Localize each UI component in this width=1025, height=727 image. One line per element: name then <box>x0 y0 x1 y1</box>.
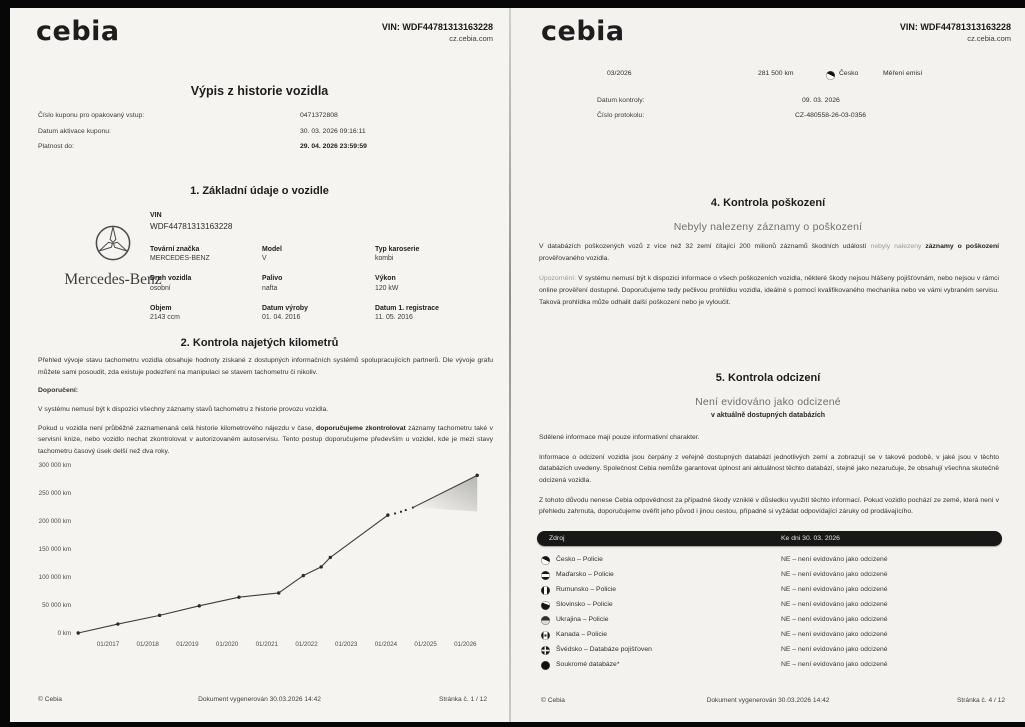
damage-summary-paragraph: V databázích poškozených vozů z více než 32 zemí čítající 200 milionů záznamů škodních událostí nebyly nalezeny záznamy o poškození prověřovaného vozidla. <box>539 243 999 262</box>
theft-source-name: Ukrajina – Policie <box>556 616 609 623</box>
section1-heading: 1. Základní údaje o vozidle <box>190 185 329 197</box>
field-power: Výkon 120 kW <box>375 275 399 292</box>
theft-source-name: Česko – Policie <box>556 556 603 563</box>
footer-generated: Dokument vygenerován 30.03.2026 14:42 <box>706 697 830 704</box>
x-axis-tick: 01/2025 <box>414 641 437 648</box>
section5-text <box>539 432 999 518</box>
odometer-data-point <box>394 512 396 514</box>
inspection-date-label: Datum kontroly: <box>597 97 645 104</box>
chart-line-segment <box>239 593 279 597</box>
theft-table-body <box>511 555 1025 680</box>
romania-flag-icon <box>541 586 550 595</box>
theft-source-row <box>511 600 1025 615</box>
theft-source-status: NE – není evidováno jako odcizené <box>781 556 888 563</box>
x-axis-tick: 01/2018 <box>136 641 159 648</box>
y-axis-tick: 0 km <box>57 630 71 637</box>
liability-paragraph: Z tohoto důvodu nenese Cebia odpovědnost za případné škody vzniklé v důsledku využití těchto informací. Pokud vozidlo pochází ze země, která není v přehledu zahrnuta, doporučujeme ověřit jeho původ i jinou cestou, případně si vyžádat odpovídající záruky od prodávajícího. <box>539 496 999 516</box>
theft-source-status: NE – není evidováno jako odcizené <box>781 586 888 593</box>
theft-source-row <box>511 570 1025 585</box>
field-fuel: Palivo nafta <box>262 275 283 292</box>
damage-warning-paragraph: Upozornění: V systému nemusí být k dispozici informace o všech poškozeních vozidla, některé škody nejsou hlášeny pojišťovnám, nebo nejsou v rámci online prověření dostupné. Doporučujeme tedy pečlivou prohlídku vozidla, ideálně s pomocí kvalifikovaného mechanika nebo ve vámi vybraném servisu. Taková prohlídka může odhalit další poškození nebo je vyloučit. <box>539 275 999 306</box>
theft-source-row <box>511 630 1025 645</box>
theft-source-row <box>511 645 1025 660</box>
field-category: Druh vozidla osobní <box>150 275 192 292</box>
footer-generated: Dokument vygenerován 30.03.2026 14:42 <box>198 696 321 703</box>
record-period: 03/2026 <box>607 70 632 77</box>
odometer-data-point <box>476 474 479 477</box>
cebia-site-link: cz.cebia.com <box>967 34 1011 44</box>
field-model: Model V <box>262 246 282 263</box>
section5-heading: 5. Kontrola odcizení <box>715 372 821 384</box>
header-vin-block <box>900 21 1011 45</box>
field-body: Typ karoserie kombi <box>375 246 420 263</box>
x-axis-tick: 01/2021 <box>255 641 278 648</box>
cebia-logo: cebia <box>36 16 120 47</box>
coupon-row <box>10 143 509 158</box>
coupon-number-value: 0471372808 <box>300 112 338 119</box>
odometer-data-point <box>386 513 389 516</box>
vin-label: VIN <box>150 212 162 219</box>
field-production-date: Datum výroby 01. 04. 2016 <box>262 304 308 322</box>
cebia-site-link: cz.cebia.com <box>449 34 493 44</box>
section4-heading: 4. Kontrola poškození <box>710 197 826 209</box>
chart-line-segment <box>160 606 200 616</box>
section2-heading: 2. Kontrola najetých kilometrů <box>180 337 339 349</box>
protocol-number-label: Číslo protokolu: <box>597 112 645 119</box>
chart-line-segment <box>78 624 118 633</box>
theft-source-name: Švédsko – Databáze pojišťoven <box>556 646 652 653</box>
field-make: Tovární značka MERCEDES-BENZ <box>150 246 210 263</box>
y-axis-tick: 300 000 km <box>38 462 71 469</box>
vin-value: WDF44781313163228 <box>150 221 233 231</box>
y-axis-tick: 50 000 km <box>42 602 71 609</box>
vehicle-vin <box>150 211 232 231</box>
footer-page-number: Stránka č. 1 / 12 <box>438 696 487 703</box>
ukraine-flag-icon <box>541 616 550 625</box>
coupon-activation-value: 30. 03. 2026 09:16:11 <box>300 128 366 135</box>
theft-check-result-sub: v aktuálně dostupných databázích <box>711 412 825 419</box>
cebia-logo: cebia <box>541 16 625 47</box>
slovenia-flag-icon <box>541 601 550 610</box>
field-first-registration: Datum 1. registrace 11. 05. 2016 <box>375 304 439 322</box>
x-axis-tick: 01/2020 <box>215 641 239 648</box>
footer-copyright: © Cebia <box>541 697 565 704</box>
recommendation-paragraph: Pokud u vozidla není průběžně zaznamenaná celá historie kilometrového nájezdu v čase, doporučujeme zkontrolovat záznamy tachometru také v servisní knize, nebo vozidlo nechat zkontrolovat v autorizovaném autoservisu. Tento postup doporučujeme především u vozidel, kde je mezi stavy tachometru časový úsek delší než dva roky. <box>38 424 493 456</box>
y-axis-tick: 100 000 km <box>38 574 71 581</box>
mileage-intro-paragraph: Přehled vývoje stavu tachometru vozidla obsahuje hodnoty získané z dostupných informačních systémů spolupracujících partnerů. Dle vývoje grafu můžete sami posoudit, zda existuje podezření na manipulaci se stavem tachometru či nikoliv. <box>38 357 493 376</box>
report-page-4 <box>511 8 1025 722</box>
coupon-validity-label: Platnost do: <box>38 143 74 150</box>
private-db-icon <box>541 661 550 670</box>
x-axis-tick: 01/2023 <box>335 641 358 648</box>
page-title: Výpis z historie vozidla <box>190 84 329 98</box>
czechia-flag-icon <box>826 71 835 80</box>
theft-table-header <box>537 531 1002 546</box>
mileage-record-row <box>511 70 1025 84</box>
theft-source-name: Maďarsko – Policie <box>556 571 614 578</box>
theft-source-name: Slovinsko – Policie <box>556 601 613 608</box>
section2-text <box>38 355 493 458</box>
date-column-header: Ke dni 30. 03. 2026 <box>781 535 840 542</box>
coupon-validity-value: 29. 04. 2026 23:59:59 <box>300 143 367 150</box>
chart-line-segment <box>199 597 239 606</box>
theft-source-row <box>511 585 1025 600</box>
source-column-header: Zdroj <box>549 535 565 542</box>
system-note-paragraph: V systému nemusí být k dispozici všechny záznamy stavů tachometru z historie provozu vozidla. <box>38 406 329 414</box>
theft-source-row <box>511 555 1025 570</box>
y-axis-tick: 200 000 km <box>38 518 71 525</box>
footer-page-number: Stránka č. 4 / 12 <box>956 697 1005 704</box>
recommendation-label: Doporučení: <box>38 387 79 395</box>
inspection-date-value: 09. 03. 2026 <box>802 97 840 104</box>
protocol-number-value: CZ-480558-26-03-0356 <box>795 112 867 119</box>
theft-source-row <box>511 660 1025 675</box>
canada-flag-icon <box>541 631 550 640</box>
x-axis-tick: 01/2026 <box>454 641 477 648</box>
record-odometer: 281 500 km <box>758 70 794 77</box>
theft-source-name: Rumunsko – Policie <box>556 586 617 593</box>
theft-check-result: Není evidováno jako odcizené <box>695 396 841 408</box>
coupon-row <box>10 112 509 127</box>
vin-number: VIN: WDF44781313163228 <box>899 22 1011 32</box>
odometer-history-chart <box>10 450 510 655</box>
y-axis-tick: 150 000 km <box>38 546 71 553</box>
chart-line-segment <box>118 615 160 624</box>
sweden-flag-icon <box>541 646 550 655</box>
record-country: Česko <box>839 70 859 77</box>
make-name: Mercedes-Benz <box>64 271 162 288</box>
field-displacement: Objem 2143 ccm <box>150 304 180 322</box>
theft-source-name: Kanada – Policie <box>556 631 608 638</box>
mercedes-star-icon <box>90 220 136 266</box>
theft-source-status: NE – není evidováno jako odcizené <box>781 631 888 638</box>
theft-source-status: NE – není evidováno jako odcizené <box>781 616 888 623</box>
header-vin-block <box>382 21 493 45</box>
theft-source-status: NE – není evidováno jako odcizené <box>781 661 888 668</box>
czechia-flag-icon <box>541 556 550 565</box>
chart-line-segment <box>330 515 388 557</box>
coupon-number-label: Číslo kuponu pro opakovaný vstup: <box>38 112 145 119</box>
x-axis-tick: 01/2024 <box>374 641 398 648</box>
theft-source-row <box>511 615 1025 630</box>
vehicle-fields <box>150 245 500 321</box>
theft-source-status: NE – není evidováno jako odcizené <box>781 646 888 653</box>
odometer-data-point <box>405 509 407 511</box>
report-page-1 <box>10 8 509 722</box>
theft-source-status: NE – není evidováno jako odcizené <box>781 571 888 578</box>
vin-number: VIN: WDF44781313163228 <box>381 22 493 32</box>
theft-source-status: NE – není evidováno jako odcizené <box>781 601 888 608</box>
chart-line-segment <box>321 557 330 567</box>
theft-source-name: Soukromé databáze* <box>556 661 620 668</box>
chart-line-segment <box>303 567 321 576</box>
x-axis-tick: 01/2017 <box>96 641 120 648</box>
x-axis-tick: 01/2019 <box>176 641 199 648</box>
odometer-data-point <box>400 511 402 513</box>
hungary-flag-icon <box>541 571 550 580</box>
info-character-paragraph: Sdělené informace mají pouze informativní charakter. <box>539 434 700 441</box>
coupon-row <box>10 128 509 143</box>
y-axis-tick: 250 000 km <box>38 490 71 497</box>
theft-sources-paragraph: Informace o odcizení vozidla jsou čerpány z veřejně dostupných databází jednotlivých zemí a zobrazují se v takové podobě, v jaké jsou v těchto databázích uvedeny. Společnost Cebia nemůže garantovat úplnost ani aktuálnost těchto databází, stejně jako nezaručuje, že obsahují všechna skutečně odcizená vozidla. <box>539 453 999 485</box>
coupon-activation-label: Datum aktivace kuponu: <box>38 128 111 135</box>
record-type: Měření emisí <box>883 70 923 77</box>
damage-check-result: Nebyly nalezeny záznamy o poškození <box>673 221 863 233</box>
x-axis-tick: 01/2022 <box>295 641 318 648</box>
footer-copyright: © Cebia <box>38 696 62 703</box>
chart-line-segment <box>279 576 304 593</box>
section4-text <box>539 241 999 308</box>
